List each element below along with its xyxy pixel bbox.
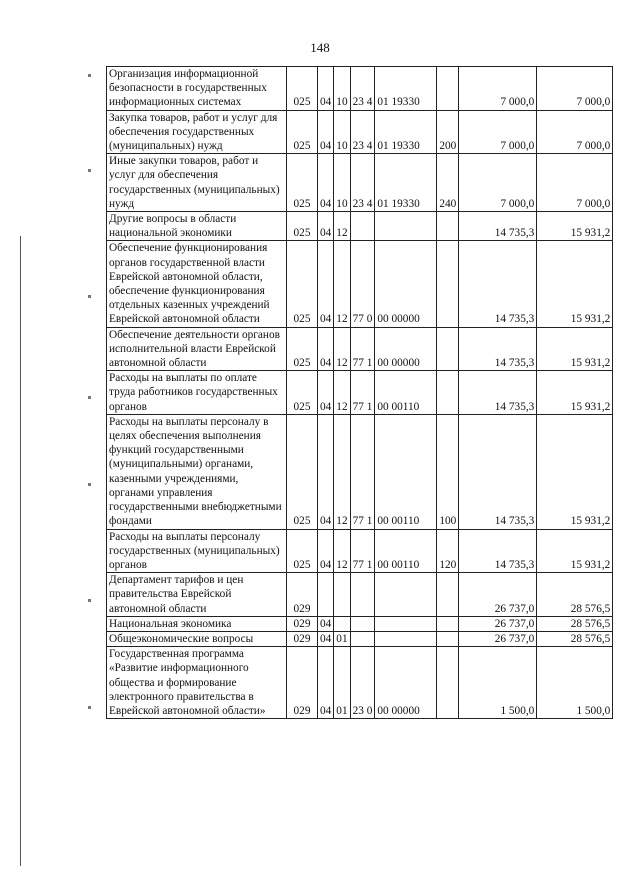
row-ministry-code: 029 — [287, 573, 318, 617]
row-target-item — [375, 631, 437, 646]
row-name: Общеэкономические вопросы — [107, 631, 287, 646]
row-name: Обеспечение функционирования органов государственной власти Еврейской автономной области, обеспечение функционирования отдельных казенных учреждений Еврейской автономной области — [107, 241, 287, 327]
row-target-program: 77 0 — [350, 241, 375, 327]
row-subsection: 12 — [334, 327, 350, 371]
table-row — [107, 616, 613, 631]
table-row — [107, 529, 613, 573]
row-section: 04 — [318, 154, 334, 212]
page-number: 148 — [310, 40, 330, 55]
margin-mark — [88, 396, 91, 399]
row-ministry-code: 025 — [287, 529, 318, 573]
row-subsection: 12 — [334, 529, 350, 573]
row-ministry-code: 029 — [287, 616, 318, 631]
row-subsection: 12 — [334, 414, 350, 529]
row-subsection: 10 — [334, 110, 350, 154]
table-row — [107, 212, 613, 241]
row-target-program: 77 1 — [350, 371, 375, 415]
row-name: Расходы на выплаты персоналу в целях обеспечения выполнения функций государственными (муниципальными) органами, казенными учреждениями, органами управления государственными внебюджетными фондами — [107, 414, 287, 529]
row-ministry-code: 025 — [287, 67, 318, 111]
row-amount-year2: 15 931,2 — [537, 212, 613, 241]
row-amount-year1: 7 000,0 — [459, 154, 537, 212]
row-name: Закупка товаров, работ и услуг для обеспечения государственных (муниципальных) нужд — [107, 110, 287, 154]
budget-table — [106, 66, 613, 719]
row-ministry-code: 025 — [287, 414, 318, 529]
table-row — [107, 327, 613, 371]
row-ministry-code: 025 — [287, 327, 318, 371]
row-section: 04 — [318, 529, 334, 573]
row-expense-type: 120 — [437, 529, 459, 573]
row-target-program — [350, 573, 375, 617]
row-section: 04 — [318, 241, 334, 327]
row-name: Департамент тарифов и цен правительства Еврейской автономной области — [107, 573, 287, 617]
table-row — [107, 371, 613, 415]
row-ministry-code: 029 — [287, 631, 318, 646]
row-ministry-code: 025 — [287, 154, 318, 212]
row-section: 04 — [318, 110, 334, 154]
row-amount-year2: 28 576,5 — [537, 573, 613, 617]
row-expense-type — [437, 67, 459, 111]
table-row — [107, 67, 613, 111]
row-target-program — [350, 212, 375, 241]
row-ministry-code: 025 — [287, 241, 318, 327]
margin-mark — [88, 599, 91, 602]
margin-mark — [88, 483, 91, 486]
row-amount-year1: 1 500,0 — [459, 647, 537, 719]
row-name: Обеспечение деятельности органов исполнительной власти Еврейской автономной области — [107, 327, 287, 371]
row-target-item: 00 00110 — [375, 529, 437, 573]
row-target-item: 00 00000 — [375, 241, 437, 327]
row-expense-type — [437, 212, 459, 241]
row-amount-year1: 14 735,3 — [459, 371, 537, 415]
row-target-program — [350, 616, 375, 631]
row-subsection: 10 — [334, 67, 350, 111]
row-target-program — [350, 631, 375, 646]
row-amount-year1: 14 735,3 — [459, 529, 537, 573]
row-expense-type — [437, 241, 459, 327]
table-row — [107, 647, 613, 719]
row-name: Организация информационной безопасности в государственных информационных системах — [107, 67, 287, 111]
row-section: 04 — [318, 616, 334, 631]
row-subsection: 12 — [334, 212, 350, 241]
margin-mark — [88, 74, 91, 77]
margin-mark — [88, 169, 91, 172]
row-ministry-code: 029 — [287, 647, 318, 719]
row-amount-year1: 14 735,3 — [459, 212, 537, 241]
row-name: Другие вопросы в области национальной экономики — [107, 212, 287, 241]
row-amount-year2: 15 931,2 — [537, 414, 613, 529]
row-target-item — [375, 573, 437, 617]
table-row — [107, 573, 613, 617]
row-amount-year2: 15 931,2 — [537, 327, 613, 371]
table-row — [107, 241, 613, 327]
row-expense-type: 240 — [437, 154, 459, 212]
row-amount-year1: 7 000,0 — [459, 67, 537, 111]
row-section: 04 — [318, 67, 334, 111]
row-amount-year1: 26 737,0 — [459, 616, 537, 631]
table-row — [107, 414, 613, 529]
row-target-item: 00 00000 — [375, 327, 437, 371]
row-target-program: 77 1 — [350, 414, 375, 529]
row-target-item — [375, 616, 437, 631]
margin-mark — [88, 706, 91, 709]
row-section: 04 — [318, 631, 334, 646]
row-amount-year1: 7 000,0 — [459, 110, 537, 154]
row-amount-year2: 7 000,0 — [537, 110, 613, 154]
row-name: Расходы на выплаты персоналу государственных (муниципальных) органов — [107, 529, 287, 573]
row-subsection — [334, 616, 350, 631]
row-amount-year1: 26 737,0 — [459, 631, 537, 646]
row-section: 04 — [318, 371, 334, 415]
row-target-program: 23 4 — [350, 110, 375, 154]
table-row — [107, 631, 613, 646]
row-subsection: 01 — [334, 647, 350, 719]
row-target-program: 77 1 — [350, 529, 375, 573]
row-amount-year2: 28 576,5 — [537, 616, 613, 631]
row-amount-year2: 28 576,5 — [537, 631, 613, 646]
row-name: Иные закупки товаров, работ и услуг для обеспечения государственных (муниципальных) нужд — [107, 154, 287, 212]
table-row — [107, 154, 613, 212]
row-section: 04 — [318, 414, 334, 529]
row-section: 04 — [318, 647, 334, 719]
row-subsection: 01 — [334, 631, 350, 646]
row-amount-year2: 15 931,2 — [537, 241, 613, 327]
row-name: Национальная экономика — [107, 616, 287, 631]
row-section — [318, 573, 334, 617]
row-subsection: 12 — [334, 371, 350, 415]
row-target-item: 01 19330 — [375, 67, 437, 111]
row-target-item: 00 00000 — [375, 647, 437, 719]
row-target-item — [375, 212, 437, 241]
row-amount-year1: 14 735,3 — [459, 241, 537, 327]
row-ministry-code: 025 — [287, 371, 318, 415]
row-amount-year2: 7 000,0 — [537, 154, 613, 212]
row-amount-year2: 7 000,0 — [537, 67, 613, 111]
row-amount-year1: 14 735,3 — [459, 414, 537, 529]
left-margin-rule — [20, 236, 21, 866]
row-target-program: 77 1 — [350, 327, 375, 371]
row-expense-type: 200 — [437, 110, 459, 154]
row-ministry-code: 025 — [287, 212, 318, 241]
row-section: 04 — [318, 212, 334, 241]
row-amount-year2: 15 931,2 — [537, 371, 613, 415]
row-expense-type — [437, 647, 459, 719]
row-target-program: 23 0 — [350, 647, 375, 719]
row-amount-year1: 14 735,3 — [459, 327, 537, 371]
row-ministry-code: 025 — [287, 110, 318, 154]
row-expense-type — [437, 616, 459, 631]
table-row — [107, 110, 613, 154]
row-subsection: 12 — [334, 241, 350, 327]
row-subsection — [334, 573, 350, 617]
row-amount-year1: 26 737,0 — [459, 573, 537, 617]
row-name: Расходы на выплаты по оплате труда работников государственных органов — [107, 371, 287, 415]
row-amount-year2: 1 500,0 — [537, 647, 613, 719]
margin-mark — [88, 295, 91, 298]
row-target-item: 01 19330 — [375, 154, 437, 212]
row-expense-type: 100 — [437, 414, 459, 529]
row-target-item: 00 00110 — [375, 414, 437, 529]
row-subsection: 10 — [334, 154, 350, 212]
row-name: Государственная программа «Развитие информационного общества и формирование электронного правительства в Еврейской автономной области» — [107, 647, 287, 719]
row-target-program: 23 4 — [350, 67, 375, 111]
row-target-item: 01 19330 — [375, 110, 437, 154]
row-expense-type — [437, 573, 459, 617]
row-amount-year2: 15 931,2 — [537, 529, 613, 573]
row-section: 04 — [318, 327, 334, 371]
row-expense-type — [437, 371, 459, 415]
row-expense-type — [437, 327, 459, 371]
row-target-program: 23 4 — [350, 154, 375, 212]
row-target-item: 00 00110 — [375, 371, 437, 415]
row-expense-type — [437, 631, 459, 646]
